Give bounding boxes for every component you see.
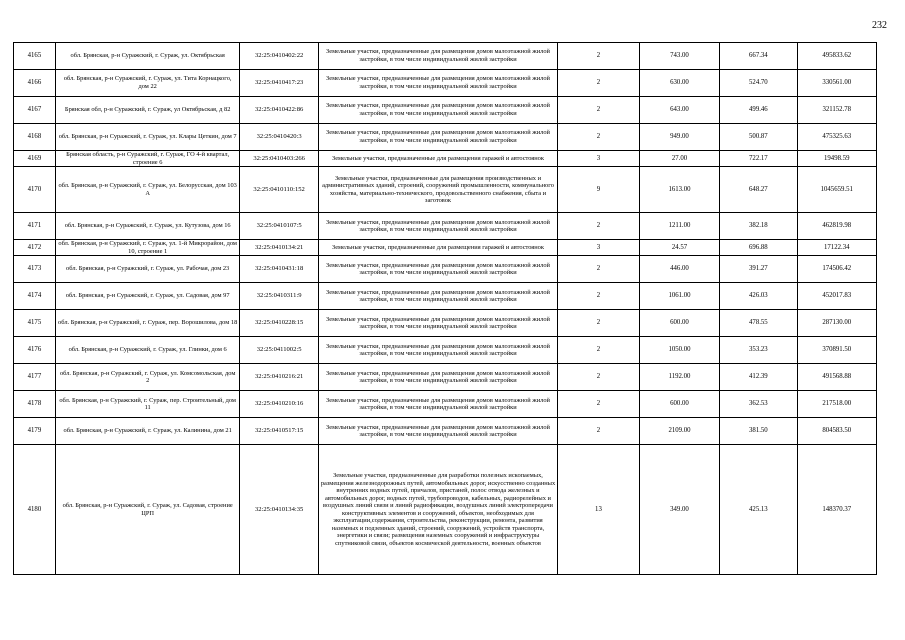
cell-number: 4180 — [14, 445, 56, 575]
cell-land-use: Земельные участки, предназначенные для размещения домов малоэтажной жилой застройки, в том числе индивидуальной жилой застройки — [318, 213, 557, 240]
cell-address: обл. Брянская, р-н Суражский, г. Сураж, ул. Глинки, дом 6 — [55, 337, 240, 364]
cell-category: 3 — [558, 151, 640, 167]
cell-category: 2 — [558, 337, 640, 364]
cell-cadastral-value: 19498.59 — [797, 151, 876, 167]
cell-unit-value: 381.50 — [720, 418, 797, 445]
cell-cadastral-value: 495833.62 — [797, 43, 876, 70]
cell-cadastral-number: 32:25:0410311:9 — [240, 283, 318, 310]
table-row — [14, 97, 877, 124]
cell-number: 4167 — [14, 97, 56, 124]
cell-unit-value: 362.53 — [720, 391, 797, 418]
cell-category: 2 — [558, 124, 640, 151]
cell-number: 4168 — [14, 124, 56, 151]
cell-cadastral-value: 217518.00 — [797, 391, 876, 418]
cell-number: 4173 — [14, 256, 56, 283]
table-row — [14, 310, 877, 337]
cell-area: 643.00 — [639, 97, 720, 124]
table-row — [14, 391, 877, 418]
cell-category: 9 — [558, 167, 640, 213]
cell-category: 2 — [558, 213, 640, 240]
cell-unit-value: 648.27 — [720, 167, 797, 213]
cell-category: 2 — [558, 391, 640, 418]
cell-land-use: Земельные участки, предназначенные для разработки полезных ископаемых, размещения железнодорожных путей, автомобильных дорог, искусственно созданных внутренних водных путей, причалов, пристаней, полос отвода железных и автомобильных дорог, водных путей, трубопроводов, кабельных, радиорелейных и воздушных линий связи и линий радиофикации, воздушных линий электропередачи конструктивных элементов и сооружений, объектов, необходимых для эксплуатации,содержания, строительства, реконструкции, ремонта, развития наземных и подземных зданий, строений, сооружений, устройств транспорта, энергетики и связи; размещения наземных сооружений и инфраструктуры спутниковой связи, объектов космической деятельности, военных объектов — [318, 445, 557, 575]
cell-cadastral-number: 32:25:0410417:23 — [240, 70, 318, 97]
cell-cadastral-number: 32:25:0411002:5 — [240, 337, 318, 364]
cell-cadastral-value: 287130.00 — [797, 310, 876, 337]
cell-cadastral-value: 462819.98 — [797, 213, 876, 240]
cell-category: 2 — [558, 364, 640, 391]
cell-category: 2 — [558, 418, 640, 445]
table-row — [14, 43, 877, 70]
cell-category: 2 — [558, 283, 640, 310]
cell-cadastral-number: 32:25:0410422:86 — [240, 97, 318, 124]
cell-number: 4179 — [14, 418, 56, 445]
cell-area: 2109.00 — [639, 418, 720, 445]
cell-address: Брянская область, р-н Суражский, г. Сураж, ГО 4-й квартал, строение 6 — [55, 151, 240, 167]
cell-area: 349.00 — [639, 445, 720, 575]
cell-cadastral-number: 32:25:0410402:22 — [240, 43, 318, 70]
cell-address: Брянская обл, р-н Суражский, г. Сураж, ул Октябрьская, д 82 — [55, 97, 240, 124]
cell-address: обл. Брянская, р-н Суражский, г. Сураж, ул. Октябрьская — [55, 43, 240, 70]
cell-cadastral-number: 32:25:0410420:3 — [240, 124, 318, 151]
cell-cadastral-value: 330561.00 — [797, 70, 876, 97]
cell-cadastral-value: 475325.63 — [797, 124, 876, 151]
cell-cadastral-value: 174506.42 — [797, 256, 876, 283]
cell-area: 743.00 — [639, 43, 720, 70]
cell-area: 1050.00 — [639, 337, 720, 364]
cell-category: 3 — [558, 240, 640, 256]
cell-cadastral-value: 17122.34 — [797, 240, 876, 256]
cell-unit-value: 382.18 — [720, 213, 797, 240]
cell-address: обл. Брянская, р-н Суражский, г. Сураж, ул. Калинина, дом 21 — [55, 418, 240, 445]
cell-unit-value: 391.27 — [720, 256, 797, 283]
cell-cadastral-number: 32:25:0410228:15 — [240, 310, 318, 337]
cell-land-use: Земельные участки, предназначенные для размещения домов малоэтажной жилой застройки, в том числе индивидуальной жилой застройки — [318, 418, 557, 445]
cell-category: 2 — [558, 97, 640, 124]
table-row — [14, 256, 877, 283]
cell-address: обл. Брянская, р-н Суражский, г. Сураж, ул. Садовая, дом 97 — [55, 283, 240, 310]
cell-address: обл. Брянская, р-н Суражский, г. Сураж, пер. Строительный, дом 11 — [55, 391, 240, 418]
cell-category: 2 — [558, 70, 640, 97]
cell-area: 1613.00 — [639, 167, 720, 213]
cell-unit-value: 722.17 — [720, 151, 797, 167]
cell-cadastral-value: 370891.50 — [797, 337, 876, 364]
cell-number: 4174 — [14, 283, 56, 310]
cell-cadastral-value: 804583.50 — [797, 418, 876, 445]
cell-land-use: Земельные участки, предназначенные для размещения домов малоэтажной жилой застройки, в том числе индивидуальной жилой застройки — [318, 391, 557, 418]
cell-area: 630.00 — [639, 70, 720, 97]
cell-land-use: Земельные участки, предназначенные для размещения домов малоэтажной жилой застройки, в том числе индивидуальной жилой застройки — [318, 70, 557, 97]
table-row — [14, 337, 877, 364]
table-row — [14, 151, 877, 167]
cell-land-use: Земельные участки, предназначенные для размещения гаражей и автостоянок — [318, 151, 557, 167]
cell-area: 600.00 — [639, 310, 720, 337]
cell-area: 27.00 — [639, 151, 720, 167]
cell-number: 4176 — [14, 337, 56, 364]
cell-category: 2 — [558, 310, 640, 337]
cell-cadastral-number: 32:25:0410431:18 — [240, 256, 318, 283]
table-row — [14, 364, 877, 391]
cell-address: обл. Брянская, р-н Суражский, г. Сураж, ул. Садовая, строение ЦРП — [55, 445, 240, 575]
table-row — [14, 283, 877, 310]
cell-address: обл. Брянская, р-н Суражский, г. Сураж, ул. Рабочая, дом 23 — [55, 256, 240, 283]
cell-land-use: Земельные участки, предназначенные для размещения домов малоэтажной жилой застройки, в том числе индивидуальной жилой застройки — [318, 310, 557, 337]
cell-number: 4178 — [14, 391, 56, 418]
cell-land-use: Земельные участки, предназначенные для размещения домов малоэтажной жилой застройки, в том числе индивидуальной жилой застройки — [318, 124, 557, 151]
cell-unit-value: 426.03 — [720, 283, 797, 310]
cell-land-use: Земельные участки, предназначенные для размещения домов малоэтажной жилой застройки, в том числе индивидуальной жилой застройки — [318, 97, 557, 124]
cell-address: обл. Брянская, р-н Суражский, г. Сураж, пер. Ворошилова, дом 18 — [55, 310, 240, 337]
cell-number: 4166 — [14, 70, 56, 97]
cell-unit-value: 412.39 — [720, 364, 797, 391]
cell-cadastral-value: 321152.78 — [797, 97, 876, 124]
cell-cadastral-number: 32:25:0410110:152 — [240, 167, 318, 213]
cell-unit-value: 499.46 — [720, 97, 797, 124]
cell-number: 4165 — [14, 43, 56, 70]
cell-category: 2 — [558, 256, 640, 283]
cell-area: 600.00 — [639, 391, 720, 418]
cell-number: 4171 — [14, 213, 56, 240]
table-row — [14, 418, 877, 445]
cell-land-use: Земельные участки, предназначенные для размещения домов малоэтажной жилой застройки, в том числе индивидуальной жилой застройки — [318, 256, 557, 283]
cell-land-use: Земельные участки, предназначенные для размещения производственных и административных зданий, строений, сооружений промышленности, коммунального хозяйства, материально-технического, продовольственного снабжения, сбыта и заготовок — [318, 167, 557, 213]
cell-number: 4169 — [14, 151, 56, 167]
cell-cadastral-number: 32:25:0410134:35 — [240, 445, 318, 575]
cell-address: обл. Брянская, р-н Суражский, г. Сураж, ул. 1-й Микрорайон, дом 10, строение 1 — [55, 240, 240, 256]
cell-address: обл. Брянская, р-н Суражский, г. Сураж, ул. Белорусская, дом 103 А — [55, 167, 240, 213]
cell-cadastral-number: 32:25:0410107:5 — [240, 213, 318, 240]
cell-address: обл. Брянская, р-н Суражский, г. Сураж, ул. Кутузова, дом 16 — [55, 213, 240, 240]
cell-cadastral-number: 32:25:0410517:15 — [240, 418, 318, 445]
cell-address: обл. Брянская, р-н Суражский, г. Сураж, ул. Тита Корнацкого, дом 22 — [55, 70, 240, 97]
cell-area: 1211.00 — [639, 213, 720, 240]
cell-number: 4172 — [14, 240, 56, 256]
cell-unit-value: 425.13 — [720, 445, 797, 575]
cell-category: 13 — [558, 445, 640, 575]
table-row — [14, 445, 877, 575]
table-row — [14, 167, 877, 213]
cell-unit-value: 667.34 — [720, 43, 797, 70]
table-row — [14, 70, 877, 97]
cell-cadastral-number: 32:25:0410134:21 — [240, 240, 318, 256]
cell-unit-value: 696.88 — [720, 240, 797, 256]
cell-number: 4175 — [14, 310, 56, 337]
cell-cadastral-value: 148370.37 — [797, 445, 876, 575]
cell-area: 1192.00 — [639, 364, 720, 391]
cell-land-use: Земельные участки, предназначенные для размещения домов малоэтажной жилой застройки, в том числе индивидуальной жилой застройки — [318, 364, 557, 391]
table-row — [14, 213, 877, 240]
cell-cadastral-value: 1045659.51 — [797, 167, 876, 213]
cell-cadastral-number: 32:25:0410210:16 — [240, 391, 318, 418]
cell-area: 1061.00 — [639, 283, 720, 310]
cell-category: 2 — [558, 43, 640, 70]
cell-area: 24.57 — [639, 240, 720, 256]
cell-unit-value: 478.55 — [720, 310, 797, 337]
land-registry-table — [13, 42, 877, 575]
cell-cadastral-number: 32:25:0410403:266 — [240, 151, 318, 167]
cell-unit-value: 353.23 — [720, 337, 797, 364]
cell-area: 949.00 — [639, 124, 720, 151]
page-number: 232 — [872, 20, 887, 31]
cell-land-use: Земельные участки, предназначенные для размещения гаражей и автостоянок — [318, 240, 557, 256]
cell-cadastral-value: 452017.83 — [797, 283, 876, 310]
cell-land-use: Земельные участки, предназначенные для размещения домов малоэтажной жилой застройки, в том числе индивидуальной жилой застройки — [318, 43, 557, 70]
cell-area: 446.00 — [639, 256, 720, 283]
table-row — [14, 240, 877, 256]
cell-land-use: Земельные участки, предназначенные для размещения домов малоэтажной жилой застройки, в том числе индивидуальной жилой застройки — [318, 337, 557, 364]
cell-number: 4177 — [14, 364, 56, 391]
cell-address: обл. Брянская, р-н Суражский, г. Сураж, ул. Комсомольская, дом 2 — [55, 364, 240, 391]
cell-cadastral-value: 491568.88 — [797, 364, 876, 391]
cell-unit-value: 500.87 — [720, 124, 797, 151]
cell-unit-value: 524.70 — [720, 70, 797, 97]
table-row — [14, 124, 877, 151]
cell-address: обл. Брянская, р-н Суражский, г. Сураж, ул. Клары Цеткин, дом 7 — [55, 124, 240, 151]
cell-land-use: Земельные участки, предназначенные для размещения домов малоэтажной жилой застройки, в том числе индивидуальной жилой застройки — [318, 283, 557, 310]
cell-cadastral-number: 32:25:0410216:21 — [240, 364, 318, 391]
cell-number: 4170 — [14, 167, 56, 213]
